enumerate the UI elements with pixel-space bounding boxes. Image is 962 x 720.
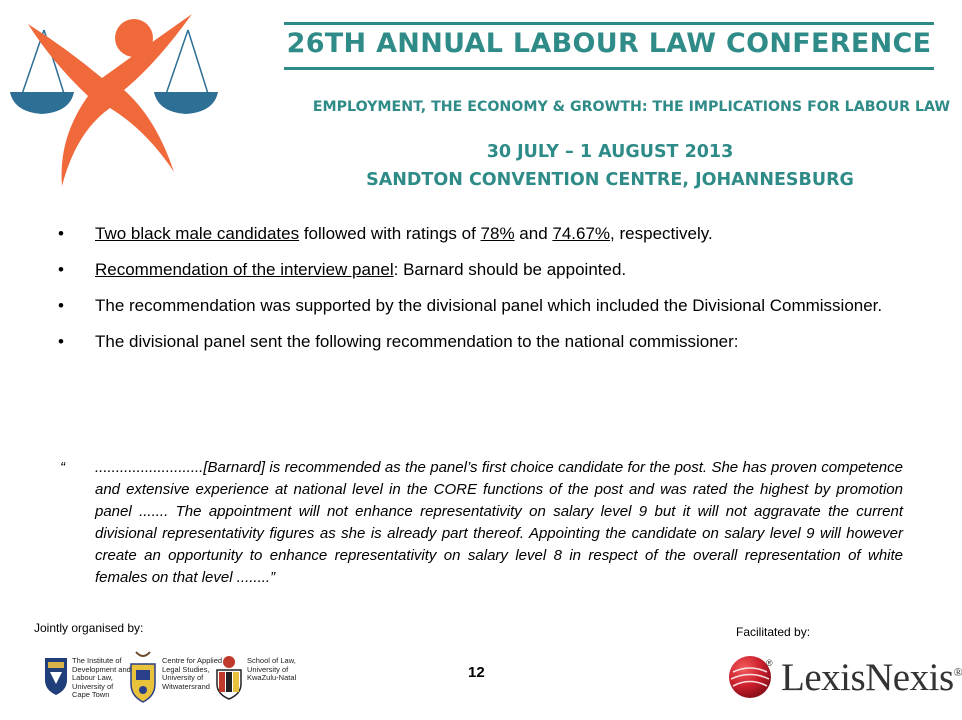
conference-subtitle: EMPLOYMENT, THE ECONOMY & GROWTH: THE IMPLICATIONS FOR LABOUR LAW [312, 99, 950, 115]
org-line: Witwatersrand [162, 681, 210, 691]
lexisnexis-logo [781, 655, 962, 700]
org-line: KwaZulu-Natal [247, 673, 297, 682]
underlined-text: Two black male candidates [95, 224, 300, 243]
org-line: Development and [72, 664, 131, 674]
bullet-icon: • [58, 224, 64, 243]
conference-logo [6, 8, 220, 198]
org-ukzn [247, 657, 296, 683]
bullet-text: followed with ratings of [299, 224, 481, 243]
bullet-text: , respectively. [610, 224, 713, 243]
conference-date: 30 JULY – 1 AUGUST 2013 [486, 142, 734, 162]
bullet-text: The divisional panel sent the following recommendation to the national commissioner: [95, 332, 739, 351]
bullet-text: The recommendation was supported by the divisional panel which included the Divisional Commissioner. [95, 296, 883, 315]
org-line: School of Law, [247, 656, 296, 665]
org-line: University of [162, 673, 204, 682]
lexisnexis-wordmark: LexisNexis [781, 656, 954, 699]
lexisnexis-reg: ® [953, 665, 962, 679]
lexisnexis-reg-small: ® [766, 658, 773, 668]
org-line: The Institute of [72, 656, 122, 665]
bullet-item [58, 330, 901, 353]
header-rule-top [284, 22, 934, 25]
header-rule-bottom [284, 67, 934, 70]
org-uct [72, 657, 131, 700]
quote-open-mark: “ [60, 459, 65, 476]
ukzn-crest-icon [214, 654, 244, 700]
org-line: Legal Studies, [162, 664, 210, 674]
bullet-item [58, 222, 901, 245]
wits-crest-icon [128, 650, 158, 704]
bullet-text: and [514, 224, 553, 243]
bullet-item [58, 294, 901, 317]
page-number: 12 [468, 664, 485, 681]
bullet-icon: • [58, 260, 64, 279]
jointly-organised-label: Jointly organised by: [34, 621, 144, 635]
bullet-icon: • [58, 296, 64, 315]
conference-venue: SANDTON CONVENTION CENTRE, JOHANNESBURG [366, 170, 854, 190]
quote-text: ..........................[Barnard] is recommended as the panel’s first choice candidate for the post. She has proven competence and extensive experience at national level in the CORE functions of the post and was rated the highest by promotion panel ....... The appointment will not enhance representativity on salary level 9 but it will not aggravate the current divisional representativity figures as she is already part thereof. Appointing the candidate on salary level 9 will however create an opportunity to enhance representativity on salary level 8 in respect of the overall representation of white females on that level ........” [95, 459, 903, 586]
bullet-icon: • [58, 332, 64, 351]
org-line: Cape Town [72, 690, 110, 699]
org-line: University of [72, 681, 114, 691]
bullet-list [58, 222, 901, 366]
org-line: Labour Law, [72, 673, 113, 682]
org-line: University of [247, 664, 289, 674]
underlined-text: 74.67% [552, 224, 611, 243]
uct-crest-icon [44, 656, 68, 696]
facilitated-by-label: Facilitated by: [736, 625, 811, 639]
conference-title: 26TH ANNUAL LABOUR LAW CONFERENCE [286, 28, 932, 59]
org-line: Centre for Applied [162, 656, 223, 665]
bullet-item [58, 258, 901, 281]
recommendation-quote [60, 457, 903, 589]
underlined-text: 78% [480, 224, 515, 243]
scales-of-justice-figure-icon [10, 14, 218, 186]
bullet-text: : Barnard should be appointed. [393, 260, 627, 279]
underlined-text: Recommendation of the interview panel [95, 260, 394, 279]
